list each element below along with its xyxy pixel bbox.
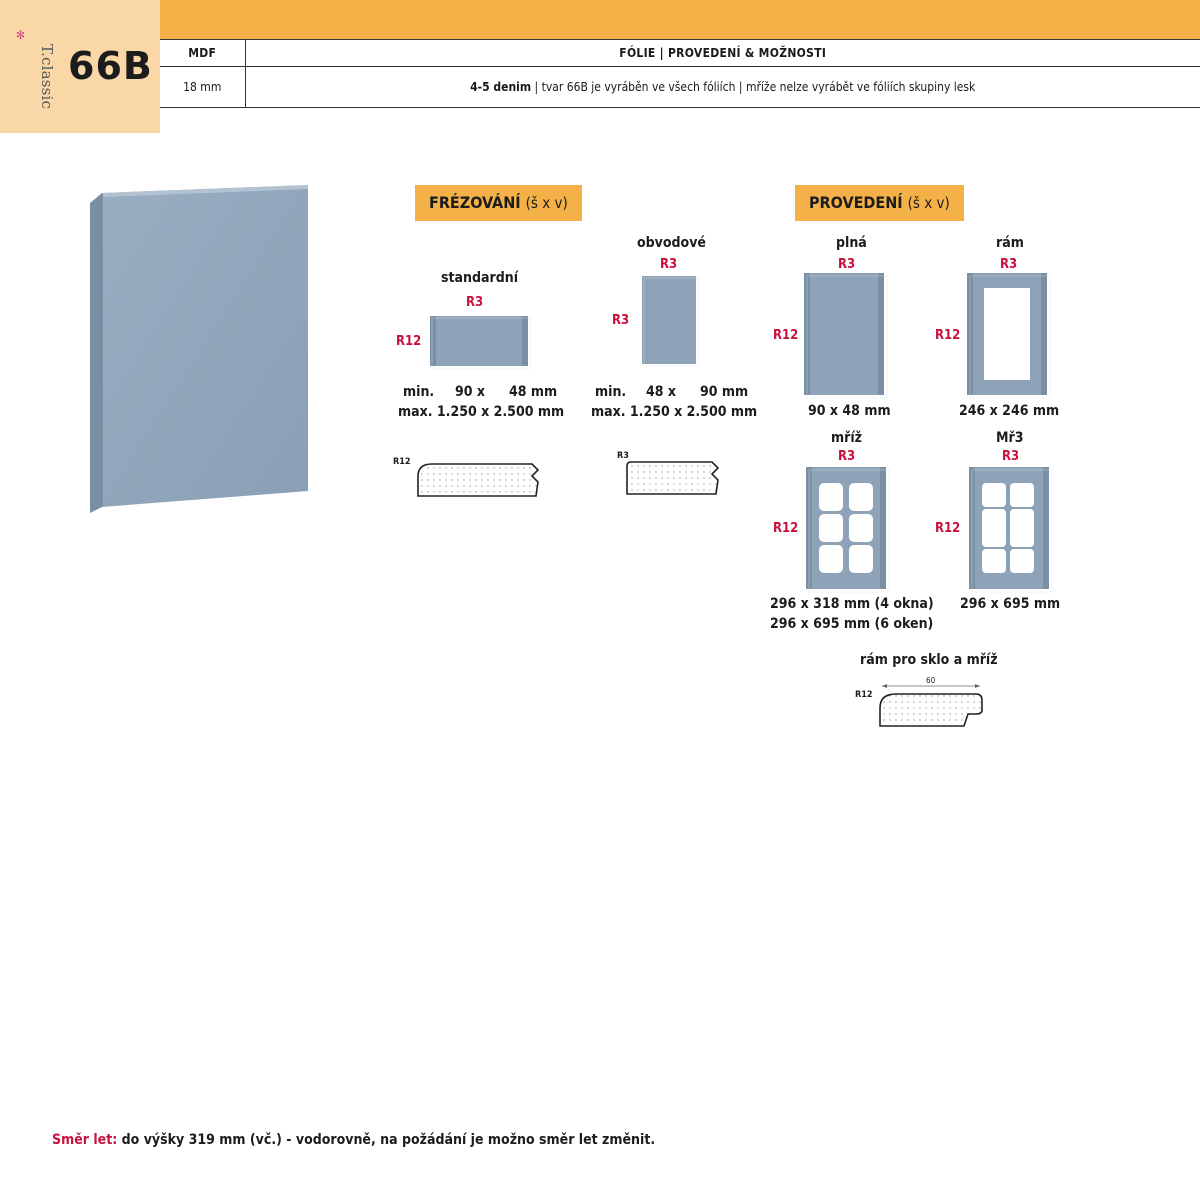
milling-tag — [415, 185, 582, 221]
standard-door-shape — [428, 314, 532, 370]
options-text: | tvar 66B je vyráběn ve všech fóliích | mříže nelze vyrábět ve fóliích skupiny lesk — [531, 80, 976, 94]
standard-min-h: 48 mm — [509, 384, 558, 400]
header-material: MDF — [160, 40, 245, 67]
standard-profile-r: R12 — [393, 457, 411, 467]
frame-r-side: R12 — [935, 328, 961, 343]
solid-r-top: R3 — [838, 257, 856, 272]
frame-door-shape — [966, 272, 1052, 400]
design-tag-label: PROVEDENÍ — [809, 193, 903, 212]
lattice3-door-shape — [968, 466, 1054, 594]
brand-logo — [8, 28, 56, 110]
standard-max: max. 1.250 x 2.500 mm — [398, 404, 565, 420]
milling-tag-sub: (š x v) — [525, 194, 568, 212]
design-tag — [795, 185, 964, 221]
standard-r-top: R3 — [466, 295, 484, 310]
solid-title: plná — [836, 235, 867, 251]
options-bold: 4-5 denim — [470, 80, 532, 94]
lattice3-r-top: R3 — [1002, 449, 1020, 464]
standard-profile-drawing — [414, 460, 544, 502]
solid-dims: 90 x 48 mm — [808, 403, 891, 419]
options-cell — [245, 67, 1200, 108]
grain-direction-note — [52, 1132, 655, 1148]
design-tag-sub: (š x v) — [907, 194, 950, 212]
perimeter-profile-drawing — [624, 458, 724, 498]
perimeter-r-top: R3 — [660, 257, 678, 272]
lattice3-title: Mř3 — [996, 430, 1024, 446]
standard-title: standardní — [441, 270, 519, 286]
frame-r-top: R3 — [1000, 257, 1018, 272]
lattice-dims-2: 296 x 695 mm (6 oken) — [770, 616, 934, 632]
frame-profile-title: rám pro sklo a mříž — [860, 652, 998, 668]
thickness-cell: 18 mm — [160, 67, 245, 108]
flower-icon: ✻ — [16, 28, 26, 42]
perimeter-profile-r: R3 — [617, 451, 629, 461]
frame-profile-drawing — [876, 682, 986, 732]
frame-title: rám — [996, 235, 1024, 251]
standard-min-w: 90 x — [455, 384, 486, 400]
product-code: 66B — [68, 44, 153, 88]
perimeter-door-shape — [641, 275, 699, 369]
spec-table — [160, 39, 1200, 108]
header-options: FÓLIE | PROVEDENÍ & MOŽNOSTI — [245, 40, 1200, 67]
lattice-r-side: R12 — [773, 521, 799, 536]
perimeter-r-side: R3 — [612, 313, 630, 328]
lattice3-dims: 296 x 695 mm — [960, 596, 1061, 612]
perimeter-min-w: 48 x — [646, 384, 677, 400]
solid-r-side: R12 — [773, 328, 799, 343]
milling-tag-label: FRÉZOVÁNÍ — [429, 193, 521, 212]
lattice-dims-1: 296 x 318 mm (4 okna) — [770, 596, 934, 612]
lattice-r-top: R3 — [838, 449, 856, 464]
standard-min-label: min. — [403, 384, 435, 400]
lattice-title: mříž — [831, 430, 862, 446]
standard-r-side: R12 — [396, 334, 422, 349]
perimeter-max: max. 1.250 x 2.500 mm — [591, 404, 758, 420]
frame-profile-width: 60 — [926, 676, 936, 685]
perimeter-title: obvodové — [637, 235, 706, 251]
perimeter-min-h: 90 mm — [700, 384, 749, 400]
grain-direction-label: Směr let: — [52, 1132, 118, 1148]
lattice-door-shape — [805, 466, 891, 594]
perimeter-min-label: min. — [595, 384, 627, 400]
solid-door-shape — [803, 272, 889, 400]
header-band — [160, 0, 1200, 40]
lattice3-r-side: R12 — [935, 521, 961, 536]
door-preview — [88, 185, 318, 515]
frame-profile-r: R12 — [855, 690, 873, 700]
code-corner — [0, 0, 160, 133]
grain-direction-text: do výšky 319 mm (vč.) - vodorovně, na požádání je možno směr let změnit. — [117, 1132, 656, 1148]
brand-name: T.classic — [38, 44, 56, 110]
frame-dims: 246 x 246 mm — [959, 403, 1060, 419]
